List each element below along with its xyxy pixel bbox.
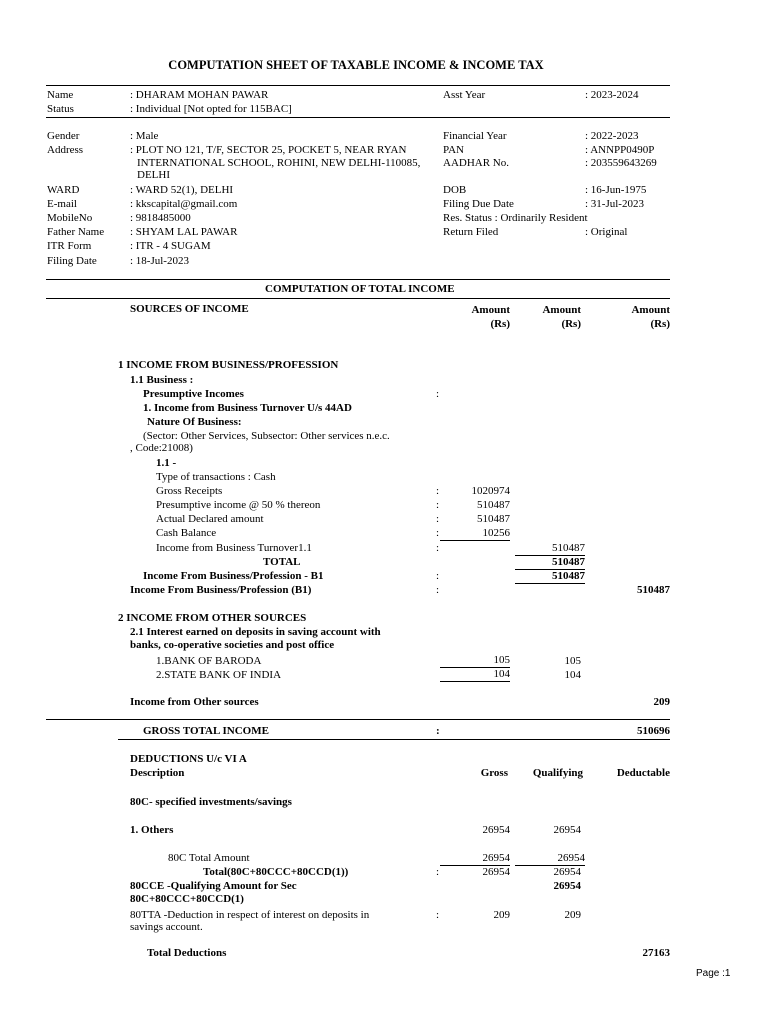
divider <box>46 719 670 720</box>
amount-col2-header: Amount <box>542 304 581 316</box>
transactions-type: Type of transactions : Cash <box>156 471 276 483</box>
address-line1: : PLOT NO 121, T/F, SECTOR 25, POCKET 5, NEAR RYAN <box>130 144 407 156</box>
colon: : <box>436 527 440 539</box>
turnover-income-value: 510487 <box>515 541 585 556</box>
asst-year-label: Asst Year <box>443 89 486 101</box>
presumptive-income-value: 510487 <box>477 499 510 511</box>
colon: : <box>436 485 440 497</box>
mobile-value: : 9818485000 <box>130 212 191 224</box>
other-sources-heading: 2 INCOME FROM OTHER SOURCES <box>118 612 307 624</box>
pan-value: : ANNPP0490P <box>585 144 655 156</box>
gross-total-label: GROSS TOTAL INCOME <box>143 725 269 737</box>
dob-value: : 16-Jun-1975 <box>585 184 647 196</box>
gross-receipts-label: Gross Receipts <box>156 485 223 497</box>
others-gross: 26954 <box>482 824 510 836</box>
other-sources-total-label: Income from Other sources <box>130 696 259 708</box>
rs-col1-header: (Rs) <box>490 318 510 330</box>
itr-form-label: ITR Form <box>47 240 92 252</box>
total-deductions-label: Total Deductions <box>147 947 227 959</box>
email-label: E-mail <box>47 198 77 210</box>
colon: : <box>436 542 440 554</box>
gross-receipts-value: 1020974 <box>471 485 510 497</box>
amount-col3-header: Amount <box>631 304 670 316</box>
turnover-heading: 1. Income from Business Turnover U/s 44AD <box>143 402 352 414</box>
total-80c-label: 80C Total Amount <box>168 852 250 864</box>
fin-year-label: Financial Year <box>443 130 507 142</box>
father-value: : SHYAM LAL PAWAR <box>130 226 238 238</box>
total-80c-gross: 26954 <box>440 851 510 866</box>
tta-qualifying: 209 <box>564 909 581 921</box>
tta-gross: 209 <box>493 909 510 921</box>
amount-col1-header: Amount <box>471 304 510 316</box>
gross-total-value: 510696 <box>637 725 670 737</box>
due-date-label: Filing Due Date <box>443 198 514 210</box>
asst-year-value: : 2023-2024 <box>585 89 639 101</box>
colon: : <box>436 584 440 596</box>
b1-total-value: 510487 <box>637 584 670 596</box>
status-label: Status <box>47 103 74 115</box>
address-line3: DELHI <box>137 169 170 181</box>
interest-heading-line2: banks, co-operative societies and post office <box>130 639 335 651</box>
rs-col2-header: (Rs) <box>561 318 581 330</box>
divider <box>118 739 670 740</box>
page-title <box>0 58 712 72</box>
deductable-header: Deductable <box>616 767 670 779</box>
rs-col3-header: (Rs) <box>650 318 670 330</box>
filing-date-value: : 18-Jul-2023 <box>130 255 189 267</box>
others-label: 1. Others <box>130 824 174 836</box>
name-value: : DHARAM MOHAN PAWAR <box>130 89 269 101</box>
page-number: Page :1 <box>696 968 731 979</box>
gender-label: Gender <box>47 130 80 142</box>
business-heading: 1 INCOME FROM BUSINESS/PROFESSION <box>118 359 339 371</box>
total-ccd-label: Total(80C+80CCC+80CCD(1)) <box>203 866 349 878</box>
divider <box>46 85 670 86</box>
cce-value: 26954 <box>553 880 581 892</box>
mobile-label: MobileNo <box>47 212 93 224</box>
presumptive-heading: Presumptive Incomes <box>143 388 244 400</box>
total-ccd-qualifying: 26954 <box>553 866 581 878</box>
father-label: Father Name <box>47 226 105 238</box>
sector-line1: (Sector: Other Services, Subsector: Other services n.e.c. <box>143 430 390 442</box>
divider <box>46 279 670 280</box>
cash-balance-label: Cash Balance <box>156 527 217 539</box>
b1-label: Income From Business/Profession - B1 <box>143 570 324 582</box>
colon: : <box>436 570 440 582</box>
interest-heading-line1: 2.1 Interest earned on deposits in saving account with <box>130 626 381 638</box>
b1-value: 510487 <box>515 569 585 584</box>
status-value: : Individual [Not opted for 115BAC] <box>130 103 292 115</box>
description-header: Description <box>130 767 185 779</box>
sector-line2: , Code:21008) <box>130 442 193 454</box>
gross-header: Gross <box>480 767 508 779</box>
total-ccd-gross: 26954 <box>482 866 510 878</box>
itr-form-value: : ITR - 4 SUGAM <box>130 240 211 252</box>
filing-date-label: Filing Date <box>47 255 97 267</box>
colon: : <box>436 909 440 921</box>
other-sources-total-value: 209 <box>653 696 670 708</box>
page-title-text: COMPUTATION SHEET OF TAXABLE INCOME & INCOME TAX <box>168 58 544 72</box>
computation-heading: COMPUTATION OF TOTAL INCOME <box>265 283 455 295</box>
aadhar-value: : 203559643269 <box>585 157 657 169</box>
b1-total-label: Income From Business/Profession (B1) <box>130 584 312 596</box>
colon: : <box>436 513 440 525</box>
email-value: : kkscapital@gmail.com <box>130 198 238 210</box>
sources-heading: SOURCES OF INCOME <box>130 303 249 315</box>
bank1-value: 105 <box>440 653 510 668</box>
divider <box>46 298 670 299</box>
actual-declared-label: Actual Declared amount <box>156 513 264 525</box>
sec80c-label: 80C- specified investments/savings <box>130 796 292 808</box>
fin-year-value: : 2022-2023 <box>585 130 639 142</box>
bank2-label: 2.STATE BANK OF INDIA <box>156 669 282 681</box>
gross-total-colon: : <box>436 725 440 737</box>
colon: : <box>436 388 440 400</box>
colon: : <box>436 499 440 511</box>
return-filed-label: Return Filed <box>443 226 499 238</box>
bank2-total: 104 <box>564 669 581 681</box>
actual-declared-value: 510487 <box>477 513 510 525</box>
divider <box>46 117 670 118</box>
turnover-income-label: Income from Business Turnover1.1 <box>156 542 312 554</box>
total-deductions-value: 27163 <box>642 947 670 959</box>
cce-label-line2: 80C+80CCC+80CCD(1) <box>130 893 244 905</box>
bank1-label: 1.BANK OF BARODA <box>156 655 262 667</box>
pan-label: PAN <box>443 144 464 156</box>
ward-value: : WARD 52(1), DELHI <box>130 184 234 196</box>
address-label: Address <box>47 144 84 156</box>
cash-balance-value: 10256 <box>440 526 510 541</box>
aadhar-label: AADHAR No. <box>443 157 509 169</box>
tta-label-line2: savings account. <box>130 921 203 933</box>
item-no: 1.1 - <box>156 457 177 469</box>
name-label: Name <box>47 89 74 101</box>
bank2-value: 104 <box>440 667 510 682</box>
due-date-value: : 31-Jul-2023 <box>585 198 644 210</box>
tta-label-line1: 80TTA -Deduction in respect of interest on deposits in <box>130 909 370 921</box>
return-filed-value: : Original <box>585 226 628 238</box>
presumptive-income-label: Presumptive income @ 50 % thereon <box>156 499 321 511</box>
address-line2: INTERNATIONAL SCHOOL, ROHINI, NEW DELHI-110085, <box>137 157 421 169</box>
bank1-total: 105 <box>564 655 581 667</box>
ward-label: WARD <box>47 184 80 196</box>
res-status: Res. Status : Ordinarily Resident <box>443 212 588 224</box>
business-total-value: 510487 <box>515 555 585 570</box>
cce-label-line1: 80CCE -Qualifying Amount for Sec <box>130 880 297 892</box>
gender-value: : Male <box>130 130 159 142</box>
dob-label: DOB <box>443 184 467 196</box>
business-sub-heading: 1.1 Business : <box>130 374 194 386</box>
business-total-label: TOTAL <box>263 556 301 568</box>
nature-heading: Nature Of Business: <box>147 416 242 428</box>
others-qualifying: 26954 <box>553 824 581 836</box>
total-80c-qualifying: 26954 <box>515 851 585 866</box>
colon: : <box>436 866 440 878</box>
deductions-heading: DEDUCTIONS U/c VI A <box>130 753 247 765</box>
qualifying-header: Qualifying <box>532 767 583 779</box>
